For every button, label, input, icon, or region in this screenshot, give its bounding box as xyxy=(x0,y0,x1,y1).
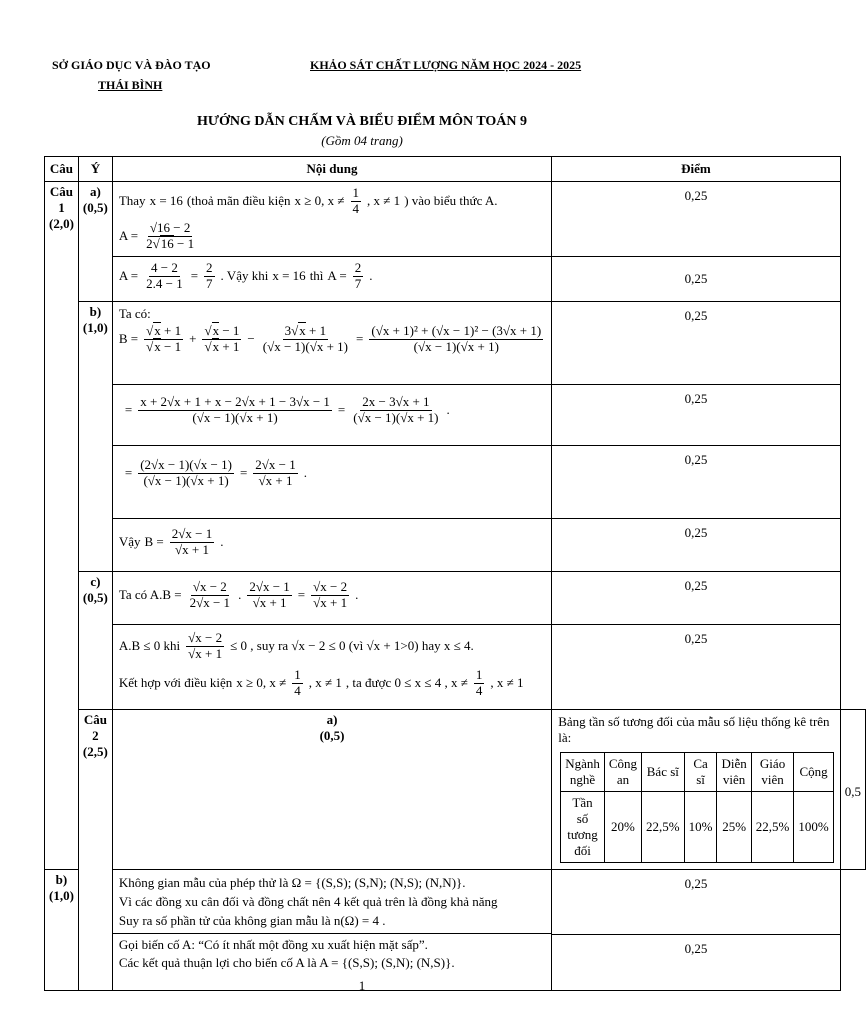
math: B = xyxy=(118,331,139,347)
table-row xyxy=(45,446,866,519)
q1a-cell xyxy=(78,182,112,302)
col-y: Ý xyxy=(78,157,112,182)
fraction xyxy=(353,261,364,292)
num: (2√x − 1)(√x − 1) xyxy=(140,457,232,472)
den: 4 xyxy=(475,682,483,698)
col-diem: Điểm xyxy=(552,157,841,182)
den: (√x − 1)(√x + 1) xyxy=(262,338,349,354)
freq-header: Giáo viên xyxy=(751,753,794,792)
table-row xyxy=(45,385,866,446)
grading-table xyxy=(44,156,866,991)
math: = xyxy=(124,465,133,481)
math: A = xyxy=(118,268,139,284)
table-row xyxy=(45,870,866,991)
fraction xyxy=(186,631,224,662)
page-number: 1 xyxy=(358,978,366,993)
q2a-cell xyxy=(112,710,551,870)
math: − xyxy=(247,331,255,347)
num: 2x − 3√x + 1 xyxy=(362,394,430,409)
den: 7 xyxy=(354,275,362,291)
q2a-content xyxy=(552,710,841,870)
q1b-content-3 xyxy=(112,446,551,519)
fraction xyxy=(261,324,350,355)
fraction xyxy=(144,261,185,292)
fraction xyxy=(170,527,214,558)
num: 2 xyxy=(354,260,362,275)
table-row xyxy=(45,302,866,385)
den xyxy=(202,340,241,355)
x: x xyxy=(154,338,161,354)
col-cau: Câu xyxy=(45,157,79,182)
score: 0,25 xyxy=(552,257,841,302)
text: Các kết quả thuận lợi cho biến cố A là A = {(S,S); (S,N); (N,S)}. xyxy=(118,955,455,971)
math: B = xyxy=(144,534,164,550)
num xyxy=(283,324,328,340)
math: = xyxy=(337,402,346,418)
q1c-content-1 xyxy=(112,572,551,625)
num: √x − 2 xyxy=(313,579,348,594)
num: (√x + 1)² + (√x − 1)² − (3√x + 1) xyxy=(371,323,542,338)
den: 2.4 − 1 xyxy=(146,275,183,291)
m1: − 1 xyxy=(219,323,240,338)
den xyxy=(144,237,196,252)
den-c: − 1 xyxy=(173,235,195,251)
table-row xyxy=(45,182,866,257)
den: 4 xyxy=(294,682,301,698)
q2b-points: (1,0) xyxy=(49,888,74,903)
den: (√x − 1)(√x + 1) xyxy=(353,409,439,425)
q2-cell xyxy=(78,710,112,991)
freq-value-row xyxy=(561,792,834,863)
score: 0,25 xyxy=(684,941,708,956)
p1: + 1 xyxy=(160,323,182,338)
math: = xyxy=(297,587,306,603)
den-b: 16 xyxy=(160,235,174,251)
num-text: 16 − 2 xyxy=(157,219,191,235)
p1: + 1 xyxy=(219,338,240,354)
num xyxy=(202,324,241,340)
q1b-points: (1,0) xyxy=(82,320,108,335)
q1b-cell xyxy=(78,302,112,572)
fraction xyxy=(202,324,241,355)
fraction xyxy=(351,186,362,217)
q1a-points: (0,5) xyxy=(82,200,108,215)
den xyxy=(144,340,183,355)
q1c-points: (0,5) xyxy=(82,590,108,605)
math: + xyxy=(189,331,197,347)
text: Ta có: xyxy=(118,306,151,321)
score: 0,25 xyxy=(552,519,841,572)
fraction xyxy=(247,580,291,611)
den: √x + 1 xyxy=(252,594,287,610)
math: . xyxy=(220,534,224,550)
col-content: Nội dung xyxy=(112,157,551,182)
fraction xyxy=(138,395,332,426)
table-row xyxy=(45,625,866,710)
table-row xyxy=(45,572,866,625)
q1b-content-2 xyxy=(112,385,551,446)
x: x xyxy=(299,323,306,338)
freq-header: Cộng xyxy=(794,753,833,792)
p1: + 1 xyxy=(305,323,327,338)
freq-value: 22,5% xyxy=(751,792,794,863)
math: , x ≠ 1 xyxy=(367,193,401,209)
math: A.B ≤ 0 khi xyxy=(118,638,181,654)
score: 0,5 xyxy=(840,710,865,870)
table-row xyxy=(45,519,866,572)
text: ) vào biểu thức A. xyxy=(404,193,498,209)
fraction xyxy=(311,580,349,611)
q2b-sub xyxy=(113,933,551,974)
q2a-label: a) xyxy=(326,712,338,727)
fraction xyxy=(144,324,183,355)
num: 1 xyxy=(352,185,360,200)
math: . xyxy=(369,268,373,284)
q1c-cell xyxy=(78,572,112,710)
fraction xyxy=(204,261,215,292)
freq-value: 25% xyxy=(717,792,751,863)
q1c-content-2 xyxy=(112,625,551,710)
freq-header: Diễn viên xyxy=(717,753,751,792)
q2-points: (2,5) xyxy=(82,744,108,759)
math: = xyxy=(190,268,199,284)
text: Kết hợp với điều kiện xyxy=(118,675,233,691)
math: = xyxy=(356,331,364,347)
text: . Vậy khi xyxy=(220,268,269,284)
den: (√x − 1)(√x + 1) xyxy=(143,472,229,488)
score: 0,25 xyxy=(552,572,841,625)
x: x xyxy=(212,323,220,338)
math: . xyxy=(355,587,359,603)
text: Thay xyxy=(118,193,146,209)
math: x ≥ 0, x ≠ xyxy=(236,675,287,691)
math: Ta có A.B = xyxy=(118,587,182,603)
math: x = 16 xyxy=(149,193,183,209)
freq-header: Ca sĩ xyxy=(684,753,717,792)
freq-header: Bác sĩ xyxy=(642,753,685,792)
freq-header-row xyxy=(561,753,834,792)
three: 3 xyxy=(284,323,292,338)
math: , x ≠ 1 xyxy=(308,675,342,691)
q1b-content-1 xyxy=(112,302,551,385)
math: A = xyxy=(327,268,347,284)
math: x = 16 xyxy=(272,268,306,284)
text: Không gian mẫu của phép thử là Ω = {(S,S); (S,N); (N,S); (N,N)}. xyxy=(118,875,466,890)
m1: − 1 xyxy=(160,338,182,354)
math: ≤ 0 , suy ra √x − 2 ≤ 0 (vì √x + 1>0) hay x ≤ 4. xyxy=(230,638,474,654)
text: Vì các đồng xu cân đối và đồng chất nên 4 kết quả trên là đồng khả năng xyxy=(118,893,498,909)
document-title: HƯỚNG DẪN CHẤM VÀ BIỂU ĐIỂM MÔN TOÁN 9 xyxy=(196,114,528,129)
freq-value: 22,5% xyxy=(642,792,685,863)
x: x xyxy=(154,323,161,338)
den: √x + 1 xyxy=(258,472,293,488)
freq-header: Công an xyxy=(604,753,641,792)
text: Vậy xyxy=(118,534,141,550)
q1-cell xyxy=(45,182,79,870)
q2-label: Câu 2 xyxy=(83,712,107,743)
math: . xyxy=(238,587,242,603)
num: 4 − 2 xyxy=(150,260,178,275)
text: Gọi biến cố A: “Có ít nhất một đồng xu xuất hiện mặt sấp”. xyxy=(118,936,428,952)
num: √x − 2 xyxy=(188,630,223,645)
q2b-label: b) xyxy=(55,872,68,887)
den: 7 xyxy=(206,275,213,291)
q1c-label: c) xyxy=(90,574,101,589)
fraction xyxy=(188,580,232,611)
freq-row-label: Tần số tương đối xyxy=(561,792,605,863)
num xyxy=(144,324,183,340)
den: √x + 1 xyxy=(175,541,209,557)
score: 0,25 xyxy=(552,182,841,257)
table-row xyxy=(45,710,866,870)
fraction xyxy=(369,324,543,355)
math: . xyxy=(303,465,307,481)
org-province: THÁI BÌNH xyxy=(98,78,163,92)
score: 0,25 xyxy=(552,302,841,385)
den: √x + 1 xyxy=(313,594,348,610)
math: = xyxy=(239,465,248,481)
fraction xyxy=(138,458,234,489)
fraction xyxy=(253,458,297,489)
math: x ≥ 0, x ≠ xyxy=(294,193,345,209)
fraction xyxy=(292,668,303,699)
math: . xyxy=(446,402,450,418)
q2b-content xyxy=(112,870,551,991)
score: 0,25 xyxy=(552,870,840,935)
freq-value: 10% xyxy=(684,792,717,863)
num: 2√x − 1 xyxy=(249,579,290,594)
q1b-label: b) xyxy=(89,304,102,319)
num: 1 xyxy=(294,666,301,682)
num: √x − 2 xyxy=(192,579,227,594)
q1a-content-1 xyxy=(112,182,551,257)
exam-title: KHẢO SÁT CHẤT LƯỢNG NĂM HỌC 2024 - 2025 xyxy=(310,58,582,72)
den: (√x − 1)(√x + 1) xyxy=(413,338,499,354)
text: (thoả mãn điều kiện xyxy=(186,193,291,209)
den: (√x − 1)(√x + 1) xyxy=(192,409,278,425)
score: 0,25 xyxy=(552,385,841,446)
num: 2√x − 1 xyxy=(171,526,213,541)
frequency-table xyxy=(560,752,834,863)
freq-value: 20% xyxy=(604,792,641,863)
den: 4 xyxy=(352,200,360,216)
q1-label: Câu 1 xyxy=(49,184,74,215)
den: 2√x − 1 xyxy=(189,594,231,610)
table-row xyxy=(45,257,866,302)
score: 0,25 xyxy=(552,446,841,519)
den: √x + 1 xyxy=(188,645,223,661)
pages-note: (Gồm 04 trang) xyxy=(321,133,403,148)
num: 2 xyxy=(206,260,213,275)
freq-header: Ngành nghề xyxy=(561,753,605,792)
q1a-content-2 xyxy=(112,257,551,302)
text: thì xyxy=(309,268,324,284)
q2b-scores xyxy=(552,870,841,991)
text: Bảng tần số tương đối của mẫu số liệu thống kê trên là: xyxy=(558,714,830,745)
freq-value: 100% xyxy=(794,792,833,863)
text: Suy ra số phần tử của không gian mẫu là n(Ω) = 4 . xyxy=(118,912,386,928)
q2b-cell xyxy=(45,870,79,991)
org-name: SỞ GIÁO DỤC VÀ ĐÀO TẠO xyxy=(52,58,211,72)
math: , x ≠ 1 xyxy=(490,675,524,691)
math: , ta được 0 ≤ x ≤ 4 , x ≠ xyxy=(345,675,468,691)
score: 0,25 xyxy=(552,625,841,710)
math: A = xyxy=(118,228,139,244)
fraction xyxy=(351,395,440,426)
num: x + 2√x + 1 + x − 2√x + 1 − 3√x − 1 xyxy=(140,394,330,409)
num: 2√x − 1 xyxy=(255,457,296,472)
den-a: 2 xyxy=(146,235,153,251)
fraction xyxy=(474,668,485,699)
fraction xyxy=(144,221,196,252)
q1b-content-4 xyxy=(112,519,551,572)
num: 1 xyxy=(475,666,483,682)
q1a-label: a) xyxy=(89,184,101,199)
x: x xyxy=(212,338,220,354)
math: = xyxy=(124,402,133,418)
table-header-row xyxy=(45,157,866,182)
q2a-points: (0,5) xyxy=(319,728,345,743)
q1-points: (2,0) xyxy=(49,216,74,231)
